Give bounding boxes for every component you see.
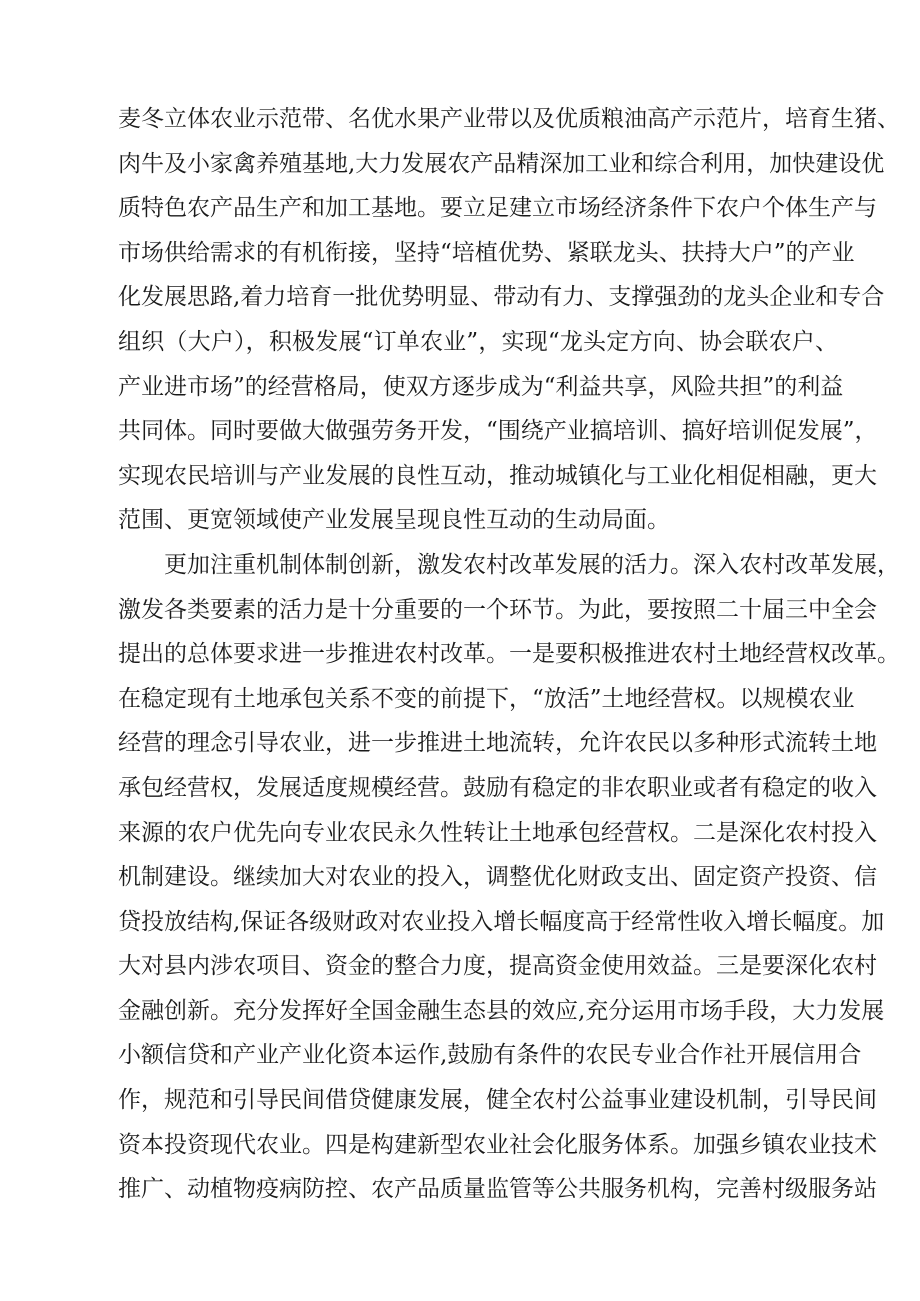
text-line: 激发各类要素的活力是十分重要的一个环节。为此，要按照二十届三中全会	[118, 596, 877, 623]
document-body	[118, 97, 900, 1212]
text-line: 范围、更宽领域使产业发展呈现良性互动的生动局面。	[118, 507, 670, 534]
text-line: 市场供给需求的有机衔接，坚持“培植优势、紧联龙头、扶持大户”的产业	[118, 239, 855, 266]
text-line: 化发展思路,着力培育一批优势明显、带动有力、支撑强劲的龙头企业和专合	[118, 284, 885, 311]
text-line: 更加注重机制体制创新，激发农村改革发展的活力。深入农村改革发展，	[164, 551, 900, 578]
text-line: 大对县内涉农项目、资金的整合力度，提高资金使用效益。三是要深化农村	[118, 953, 877, 980]
text-line: 机制建设。继续加大对农业的投入，调整优化财政支出、固定资产投资、信	[118, 864, 877, 891]
text-line: 推广、动植物疫病防控、农产品质量监管等公共服务机构，完善村级服务站	[118, 1176, 877, 1203]
text-line: 承包经营权，发展适度规模经营。鼓励有稳定的非农职业或者有稳定的收入	[118, 774, 877, 801]
text-line: 麦冬立体农业示范带、名优水果产业带以及优质粮油高产示范片，培育生猪、	[118, 106, 900, 132]
text-line: 质特色农产品生产和加工基地。要立足建立市场经济条件下农户个体生产与	[118, 195, 877, 222]
text-line: 肉牛及小家禽养殖基地,大力发展农产品精深加工业和综合利用，加快建设优	[118, 150, 885, 177]
text-line: 共同体。同时要做大做强劳务开发，“围绕产业搞培训、搞好培训促发展”，	[118, 418, 878, 445]
text-line: 组织（大户），积极发展“订单农业”，实现“龙头定方向、协会联农户、	[118, 328, 838, 355]
text-line: 提出的总体要求进一步推进农村改革。一是要积极推进农村土地经营权改革。	[118, 641, 900, 668]
text-line: 小额信贷和产业产业化资本运作,鼓励有条件的农民专业合作社开展信用合	[118, 1042, 862, 1069]
text-line: 资本投资现代农业。四是构建新型农业社会化服务体系。加强乡镇农业技术	[118, 1131, 877, 1158]
text-line: 经营的理念引导农业，进一步推进土地流转，允许农民以多种形式流转土地	[118, 730, 877, 757]
text-line: 作，规范和引导民间借贷健康发展，健全农村公益事业建设机制，引导民间	[118, 1087, 877, 1114]
text-line: 来源的农户优先向专业农民永久性转让土地承包经营权。二是深化农村投入	[118, 819, 877, 846]
paragraph-2	[118, 543, 900, 1212]
text-line: 实现农民培训与产业发展的良性互动，推动城镇化与工业化相促相融，更大	[118, 462, 877, 489]
text-line: 在稳定现有土地承包关系不变的前提下，“放活”土地经营权。以规模农业	[118, 685, 855, 712]
paragraph-1	[118, 97, 900, 543]
text-line: 产业进市场”的经营格局，使双方逐步成为“利益共享，风险共担”的利益	[118, 373, 844, 400]
text-line: 贷投放结构,保证各级财政对农业投入增长幅度高于经常性收入增长幅度。加	[118, 908, 885, 935]
text-line: 金融创新。充分发挥好全国金融生态县的效应,充分运用市场手段，大力发展	[118, 997, 885, 1024]
